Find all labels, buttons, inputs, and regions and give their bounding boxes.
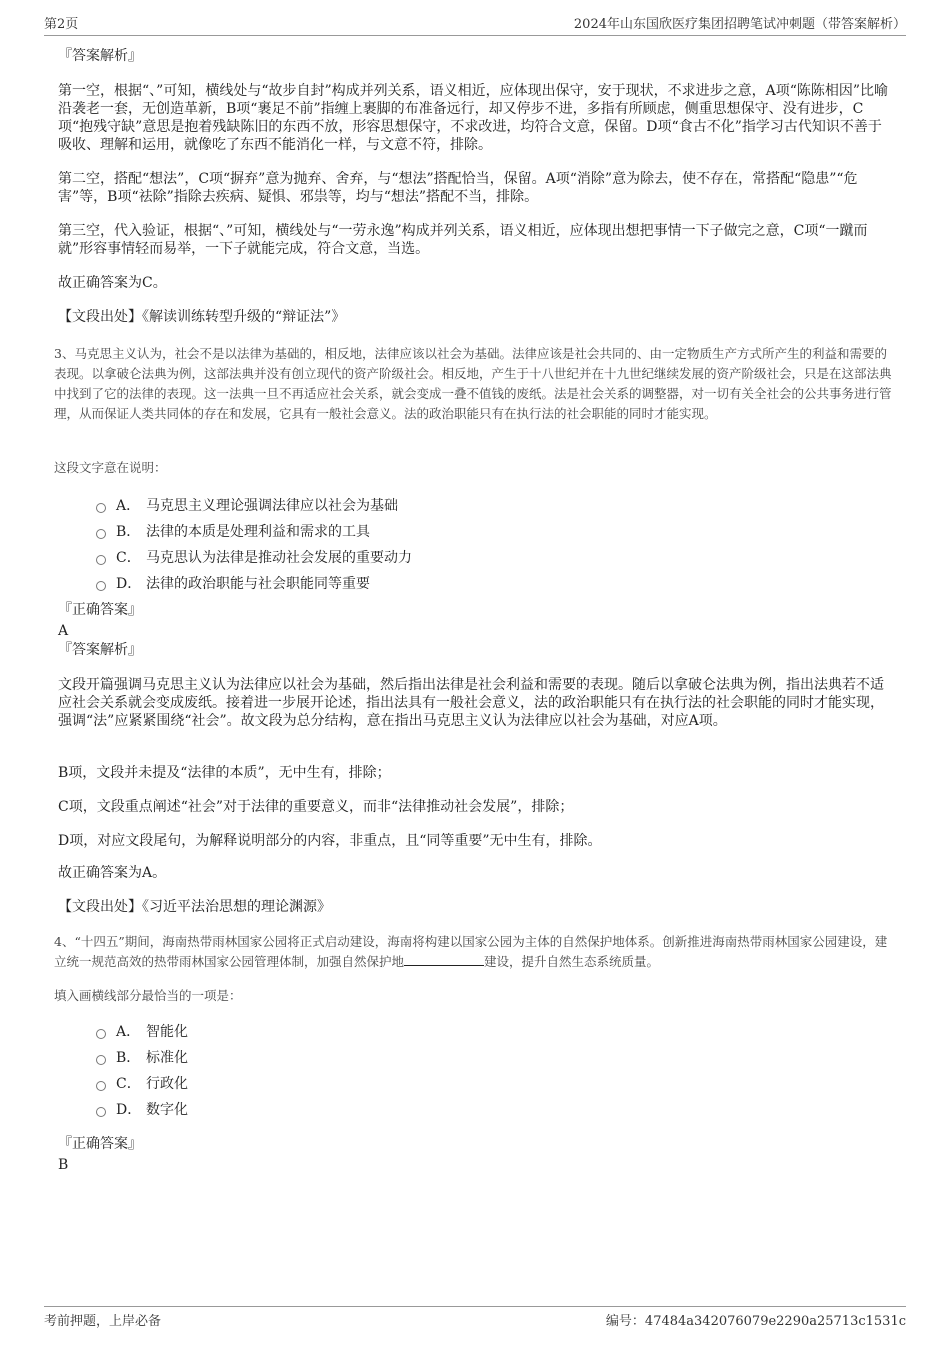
option-d[interactable]: D． 法律的政治职能与社会职能同等重要	[96, 570, 412, 596]
source-citation: 【文段出处】《解读训练转型升级的“辩证法”》	[58, 309, 346, 325]
analysis-tag: 『答案解析』	[58, 48, 142, 64]
radio-icon[interactable]	[96, 1081, 106, 1091]
question-prompt: 填入画横线部分最恰当的一项是：	[54, 988, 242, 1003]
question-stem: 3、马克思主义认为，社会不是以法律为基础的，相反地，法律应该以社会为基础。法律应该是社会共同的、由一定物质生产方式所产生的利益和需要的表现。以拿破仑法典为例，这部法典并没有创立现代的资产阶级社会。相反地，产生于十八世纪并在十九世纪继续发展的资产阶级社会，只是在这部法典中找到了它的法律的表现。这一法典一旦不再适应社会关系，就会变成一叠不值钱的废纸。法是社会关系的调整器，对一切有关全社会的公共事务进行管理，从而保证人类共同体的存在和发展，它具有一般社会意义。法的政治职能只有在执行法的社会职能的同时才能实现。	[54, 346, 892, 421]
analysis-paragraph: C项，文段重点阐述“社会”对于法律的重要意义，而非“法律推动社会发展”，排除；	[58, 799, 574, 815]
analysis-paragraph: 第一空，根据“、”可知，横线处与“故步自封”构成并列关系，语义相近，应体现出保守，安于现状，不求进步之意，A项“陈陈相因”比喻沿袭老一套，无创造革新，B项“裹足不前”指缠上裹脚的布准备远行，却又停步不进，多指有所顾虑，侧重思想保守、没有进步，C项“抱残守缺”意思是抱着残缺陈旧的东西不放，形容思想保守，不求改进，均符合文意，保留。D项“食古不化”指学习古代知识不善于吸收、理解和运用，就像吃了东西不能消化一样，与文意不符，排除。	[58, 83, 889, 153]
option-b[interactable]: B． 法律的本质是处理利益和需求的工具	[96, 518, 412, 544]
option-list	[96, 1018, 188, 1122]
correct-answer: A	[58, 623, 69, 639]
option-a[interactable]: A． 智能化	[96, 1018, 188, 1044]
radio-icon[interactable]	[96, 1029, 106, 1039]
analysis-paragraph: 第三空，代入验证，根据“、”可知，横线处与“一劳永逸”构成并列关系，语义相近，应体现出想把事情一下子做完之意，C项“一蹴而就”形容事情轻而易举，一下子就能完成，符合文意，当选。	[58, 223, 868, 257]
question-stem: 4、“十四五”期间，海南热带雨林国家公园将正式启动建设，海南将构建以国家公园为主体的自然保护地体系。创新推进海南热带雨林国家公园建设，建立统一规范高效的热带雨林国家公园管理体制，加强自然保护地 建设，提升自然生态系统质量。	[54, 934, 888, 969]
option-c[interactable]: C． 行政化	[96, 1070, 188, 1096]
page-number: 第2页	[44, 17, 79, 32]
option-c[interactable]: C． 马克思认为法律是推动社会发展的重要动力	[96, 544, 412, 570]
option-d[interactable]: D． 数字化	[96, 1096, 188, 1122]
document-id: 编号：47484a342076079e2290a25713c1531c	[605, 1313, 906, 1329]
radio-icon[interactable]	[96, 503, 106, 513]
analysis-paragraph: D项，对应文段尾句，为解释说明部分的内容，非重点，且“同等重要”无中生有，排除。	[58, 833, 602, 849]
answer-tag: 『正确答案』	[58, 1136, 142, 1152]
answer-tag: 『正确答案』	[58, 602, 142, 618]
analysis-tag: 『答案解析』	[58, 642, 142, 658]
analysis-paragraph: 第二空，搭配“想法”，C项“摒弃”意为抛弃、舍弃，与“想法”搭配恰当，保留。A项“消除”意为除去，使不存在，常搭配“隐患”“危害”等，B项“祛除”指除去疾病、疑惧、邪祟等，均与“想法”搭配不当，排除。	[58, 171, 858, 205]
option-a[interactable]: A． 马克思主义理论强调法律应以社会为基础	[96, 492, 412, 518]
radio-icon[interactable]	[96, 555, 106, 565]
radio-icon[interactable]	[96, 529, 106, 539]
source-citation: 【文段出处】《习近平法治思想的理论渊源》	[58, 899, 331, 915]
analysis-conclusion: 故正确答案为A。	[58, 865, 167, 881]
page-header	[44, 10, 906, 36]
fill-in-blank	[404, 953, 484, 966]
radio-icon[interactable]	[96, 1055, 106, 1065]
radio-icon[interactable]	[96, 1107, 106, 1117]
question-prompt: 这段文字意在说明：	[54, 460, 167, 475]
document-title: 2024年山东国欣医疗集团招聘笔试冲刺题（带答案解析）	[573, 17, 906, 32]
analysis-conclusion: 故正确答案为C。	[58, 275, 167, 291]
option-b[interactable]: B． 标准化	[96, 1044, 188, 1070]
analysis-paragraph: B项，文段并未提及“法律的本质”，无中生有，排除；	[58, 765, 391, 781]
footer-slogan: 考前押题，上岸必备	[44, 1313, 162, 1329]
correct-answer: B	[58, 1157, 69, 1173]
page-footer	[44, 1306, 906, 1331]
option-list	[96, 492, 412, 596]
analysis-paragraph: 文段开篇强调马克思主义认为法律应以社会为基础，然后指出法律是社会利益和需要的表现。随后以拿破仑法典为例，指出法典若不适应社会关系就会变成废纸。接着进一步展开论述，指出法具有一般社会意义，法的政治职能只有在执行法的社会职能的同时才能实现，强调“法”应紧紧围绕“社会”。故文段为总分结构，意在指出马克思主义认为法律应以社会为基础，对应A项。	[58, 677, 884, 729]
radio-icon[interactable]	[96, 581, 106, 591]
